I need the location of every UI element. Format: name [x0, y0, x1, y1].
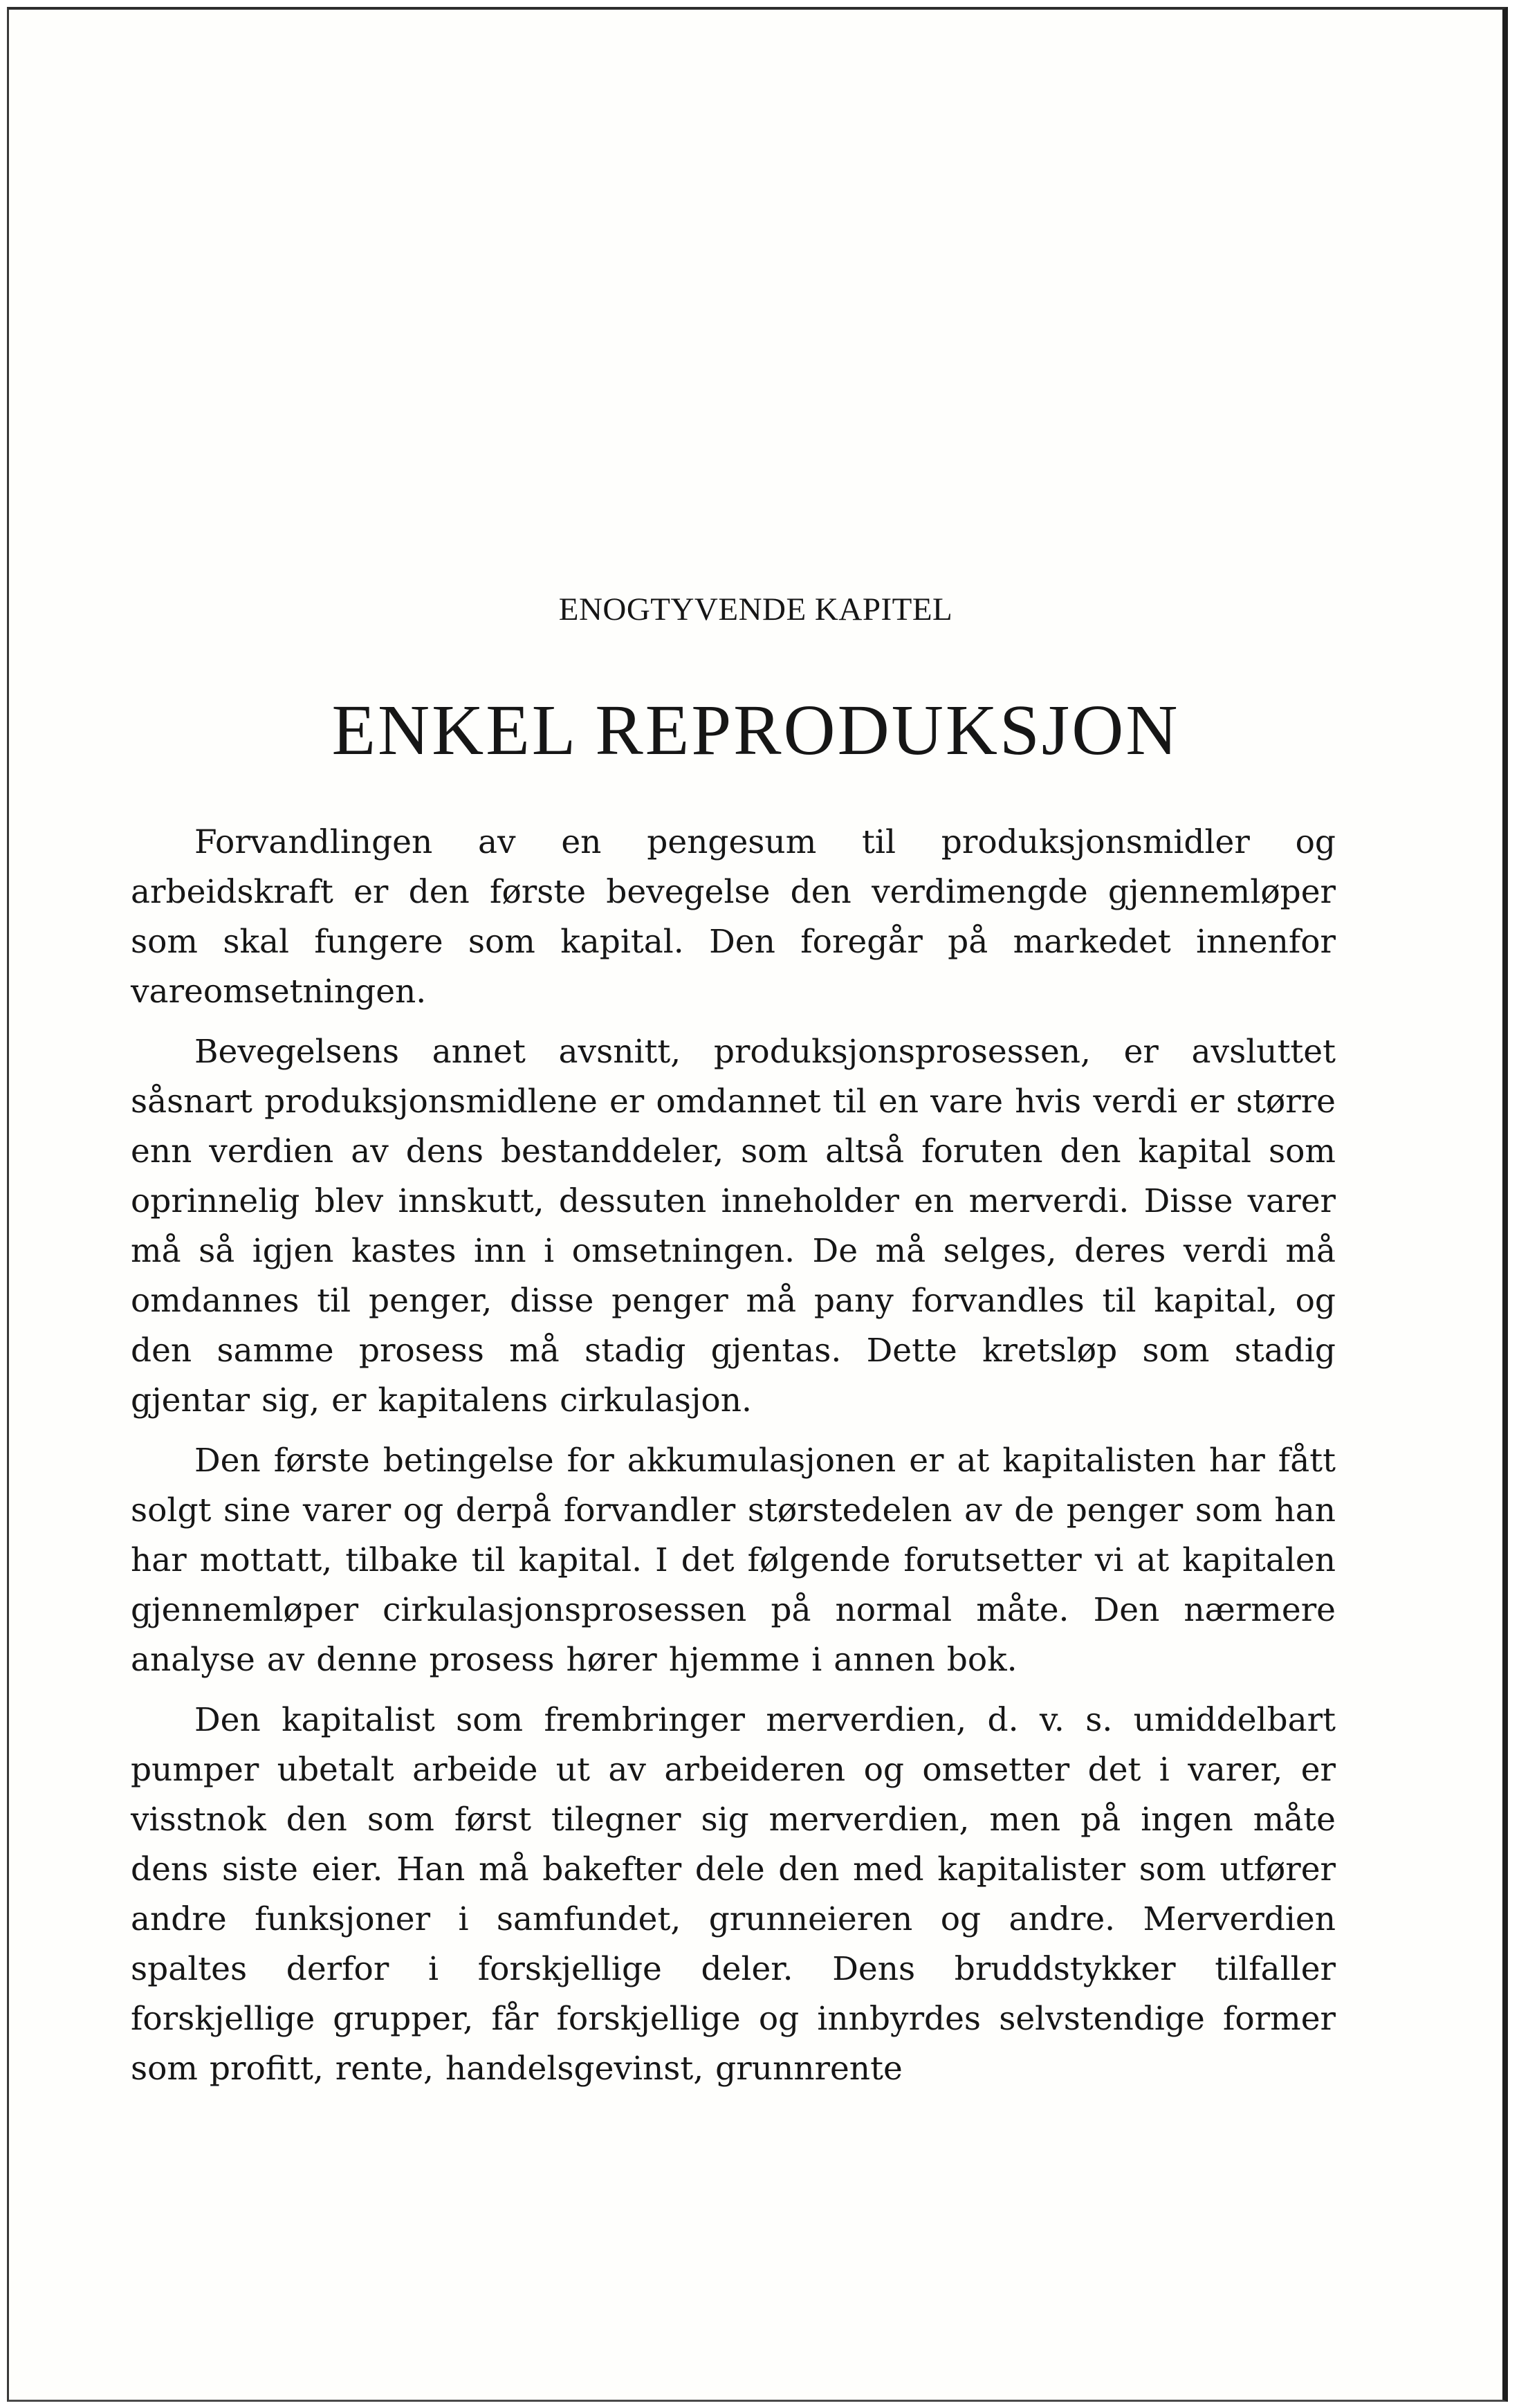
- paragraph-3: Den første betingelse for akkumulasjonen er at kapitalisten har fått solgt sine varer og derpå forvandler størstedelen av de penger som han har mottatt, tilbake til kapital. I det følgende forutsetter vi at kapitalen gjennemløper cirkulasjonsprosessen på normal måte. Den nærmere analyse av denne prosess hører hjemme i annen bok.: [131, 1442, 1336, 1679]
- paragraph-2: Bevegelsens annet avsnitt, produksjonsprosessen, er avsluttet såsnart produksjonsmidlene er omdannet til en vare hvis verdi er større enn verdien av dens bestanddeler, som altså foruten den kapital som oprinnelig blev innskutt, dessuten inneholder en merverdi. Disse varer må så igjen kastes inn i omsetningen. De må selges, deres verdi må omdannes til penger, disse penger må pany forvandles til kapital, og den samme prosess må stadig gjentas. Dette kretsløp som stadig gjentar sig, er kapitalens cirkulasjon.: [131, 1033, 1336, 1419]
- paragraph-4: Den kapitalist som frembringer merverdien, d. v. s. umiddelbart pumper ubetalt arbeide ut av arbeideren og omsetter det i varer, er visstnok den som først tilegner sig merverdien, men på ingen måte dens siste eier. Han må bakefter dele den med kapitalister som utfører andre funksjoner i samfundet, grunneieren og andre. Merverdien spaltes derfor i forskjellige deler. Dens bruddstykker tilfaller forskjellige grupper, får forskjellige og innbyrdes selvstendige former som profitt, rente, handelsgevinst, grunnrente: [131, 1701, 1336, 2088]
- paragraph-1: Forvandlingen av en pengesum til produksjonsmidler og arbeidskraft er den første bevegelse den verdimengde gjennemløper som skal fungere som kapital. Den foregår på markedet innenfor vareomsetningen.: [131, 823, 1336, 1011]
- book-page: [7, 7, 1508, 2402]
- chapter-title: ENKEL REPRODUKSJON: [331, 690, 1180, 770]
- chapter-number: ENOGTYVENDE KAPITEL: [558, 591, 953, 627]
- chapter-body: [131, 818, 1336, 2104]
